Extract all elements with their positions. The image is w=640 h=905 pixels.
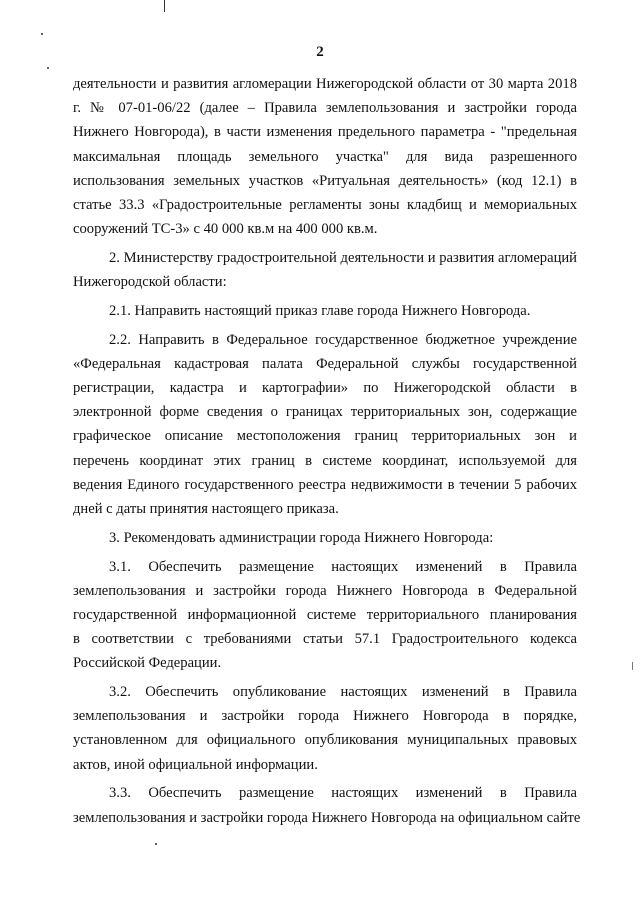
scan-artifact-mark (632, 662, 633, 670)
document-body (73, 72, 581, 830)
paragraph-item-2-2 (73, 328, 577, 522)
text-line: землепользования и застройки города Нижнего Новгорода в порядке, (73, 708, 577, 725)
scan-artifact-dot (155, 843, 157, 845)
paragraph-item-3-2 (73, 680, 577, 777)
paragraph-item-3-1 (73, 555, 577, 676)
text-line: 3.1. Обеспечить размещение настоящих изменений в Правила (109, 558, 577, 575)
paragraph-item-3 (73, 526, 577, 550)
text-line: землепользования и застройки города Нижнего Новгорода в Федеральной (73, 582, 577, 599)
text-line: перечень координат этих границ в системе координат, используемой для (73, 452, 577, 469)
text-line: сооружений ТС-3» с 40 000 кв.м на 400 000 кв.м. (73, 221, 378, 238)
text-line: Российской Федерации. (73, 655, 222, 672)
text-line: статье 33.3 «Градостроительные регламенты зоны кладбищ и мемориальных (73, 196, 577, 213)
paragraph-item-3-3 (73, 781, 581, 829)
text-line: 2.2. Направить в Федеральное государственное бюджетное учреждение (109, 331, 577, 348)
text-line: в соответствии с требованиями статьи 57.1 Градостроительного кодекса (73, 631, 577, 648)
scan-artifact-dot (41, 33, 43, 35)
paragraph-item-2 (73, 246, 577, 294)
scan-artifact-dot (47, 67, 49, 69)
text-line: установленном для официального опубликования муниципальных правовых (73, 732, 577, 749)
text-line: землепользования и застройки города Нижнего Новгорода на официальном сайте (73, 809, 581, 826)
text-line: 3.2. Обеспечить опубликование настоящих изменений в Правила (109, 684, 577, 701)
text-line: 2.1. Направить настоящий приказ главе города Нижнего Новгорода. (109, 302, 531, 319)
page-number: 2 (316, 44, 324, 60)
text-line: 3.3. Обеспечить размещение настоящих изменений в Правила (109, 785, 577, 802)
text-line: «Федеральная кадастровая палата Федеральной службы государственной (73, 355, 577, 372)
text-line: г. № 07-01-06/22 (далее – Правила землепользования и застройки города (73, 100, 577, 117)
text-line: Нижегородской области: (73, 274, 227, 291)
text-line: использования земельных участков «Ритуальная деятельность» (код 12.1) в (73, 172, 577, 189)
text-line: электронной форме сведения о границах территориальных зон, содержащие (73, 404, 577, 421)
text-line: Нижнего Новгорода), в части изменения предельного параметра - "предельная (73, 124, 577, 141)
text-line: 3. Рекомендовать администрации города Нижнего Новгорода: (109, 529, 494, 546)
text-line: 2. Министерству градостроительной деятельности и развития агломераций (109, 249, 577, 266)
paragraph-continuation (73, 72, 577, 241)
text-line: актов, иной официальной информации. (73, 756, 318, 773)
text-line: регистрации, кадастра и картографии» по Нижегородской области в (73, 380, 577, 397)
text-line: государственной информационной системе территориального планирования (73, 606, 577, 623)
text-line: деятельности и развития агломерации Нижегородской области от 30 марта 2018 (73, 76, 577, 92)
text-line: графическое описание местоположения границ территориальных зон и (73, 428, 577, 445)
text-line: максимальная площадь земельного участка" для вида разрешенного (73, 148, 577, 165)
scan-artifact-mark (164, 0, 165, 12)
text-line: ведения Единого государственного реестра недвижимости в течении 5 рабочих (73, 476, 577, 493)
paragraph-item-2-1 (73, 299, 577, 323)
text-line: дней с даты принятия настоящего приказа. (73, 500, 339, 517)
